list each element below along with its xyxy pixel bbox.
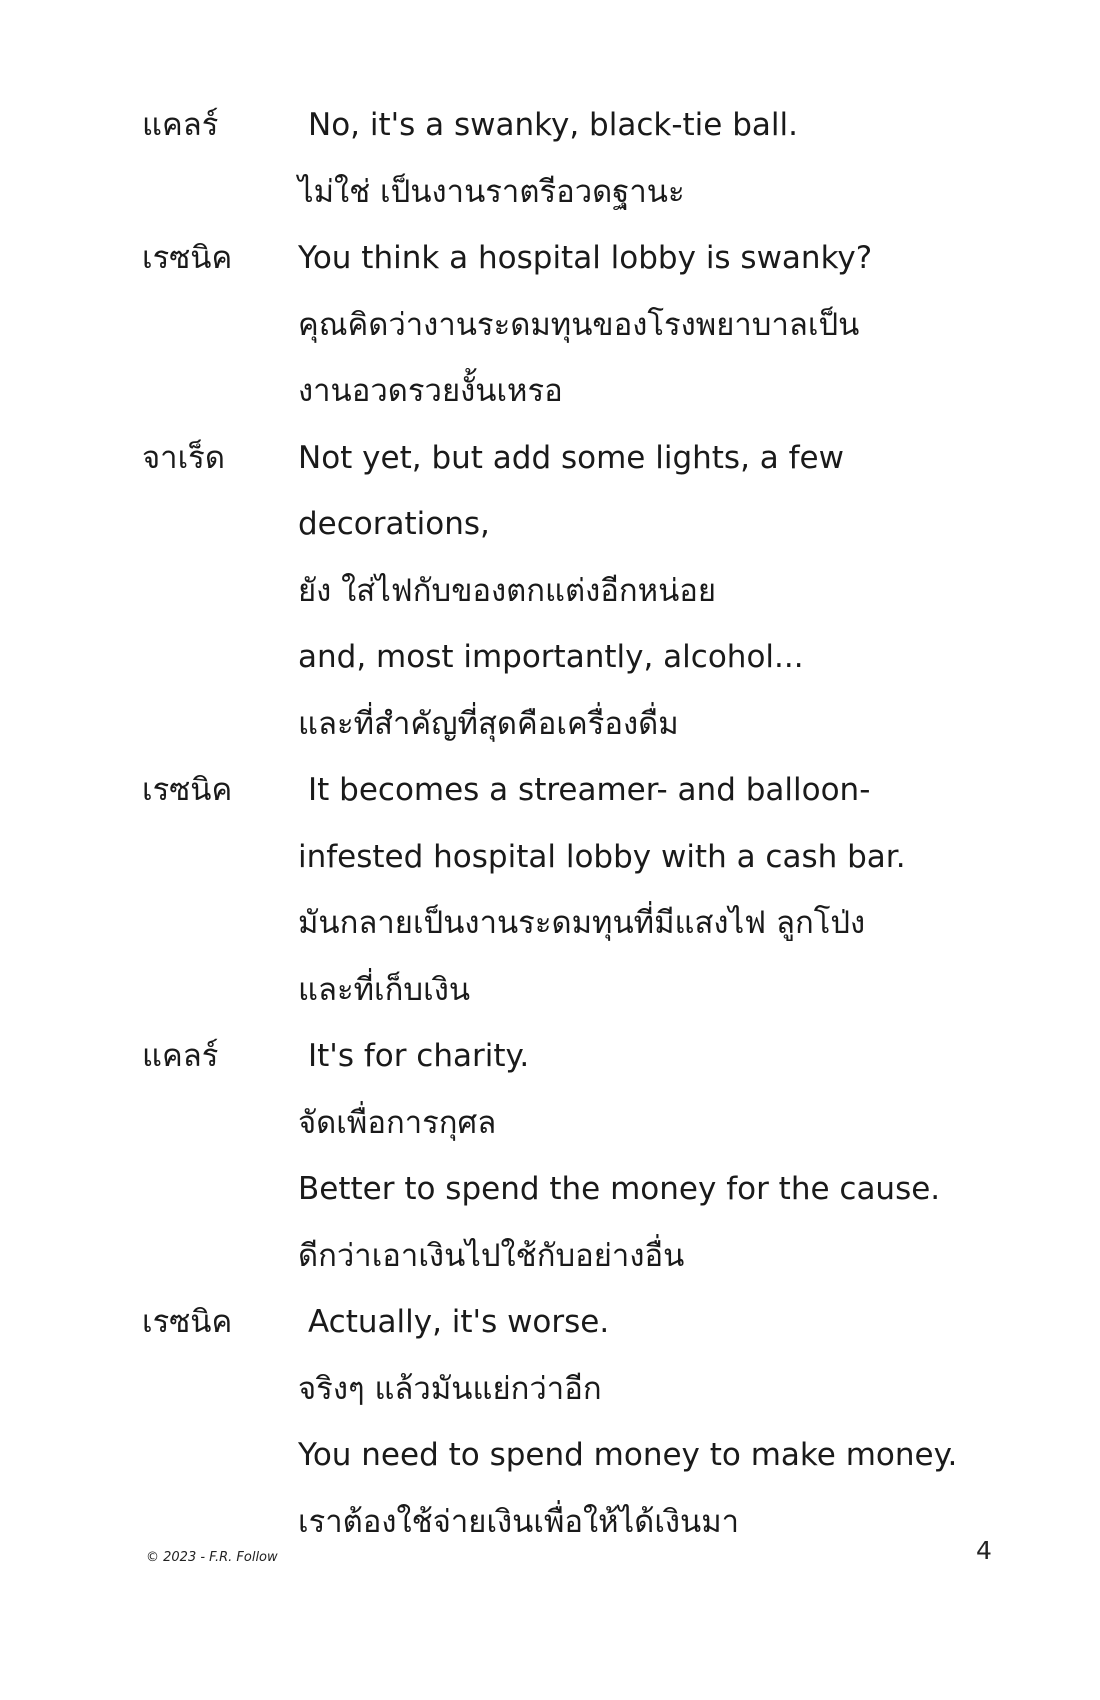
dialogue-line: No, it's a swanky, black-tie ball. <box>308 107 798 143</box>
dialogue-entry <box>0 757 1100 1023</box>
dialogue-lines <box>298 757 1100 1023</box>
dialogue-line: Actually, it's worse. <box>308 1304 610 1340</box>
dialogue-line: decorations, <box>298 506 490 542</box>
dialogue-entry <box>0 425 1100 758</box>
dialogue-line: คุณคิดว่างานระดมทุนของโรงพยาบาลเป็น <box>298 306 860 343</box>
dialogue-line: ดีกว่าเอาเงินไปใช้กับอย่างอื่น <box>298 1237 685 1274</box>
dialogue-lines <box>298 92 1100 225</box>
dialogue-entry <box>0 1289 1100 1555</box>
dialogue-line: เราต้องใช้จ่ายเงินเพื่อให้ได้เงินมา <box>298 1503 740 1540</box>
dialogue-line: Better to spend the money for the cause. <box>298 1171 941 1207</box>
dialogue-line: You think a hospital lobby is swanky? <box>298 240 873 276</box>
dialogue-line: infested hospital lobby with a cash bar. <box>298 838 906 875</box>
dialogue-entry <box>0 1023 1100 1289</box>
dialogue-entry <box>0 92 1100 225</box>
dialogue-line: งานอวดรวยงั้นเหรอ <box>298 373 563 409</box>
speaker-name: เรซนิค <box>142 1304 233 1340</box>
script-body <box>0 92 1100 1555</box>
dialogue-lines <box>298 225 1100 425</box>
dialogue-line: มันกลายเป็นงานระดมทุนที่มีแสงไฟ ลูกโป่ง <box>298 905 866 941</box>
dialogue-line: and, most importantly, alcohol... <box>298 639 804 675</box>
page-number: 4 <box>976 1536 992 1565</box>
dialogue-line: It becomes a streamer- and balloon- <box>308 772 871 808</box>
dialogue-lines <box>298 425 1100 758</box>
speaker-name: แคลร์ <box>142 1038 219 1074</box>
speaker-name: จาเร็ด <box>142 439 225 476</box>
speaker-name: เรซนิค <box>142 772 233 808</box>
dialogue-line: และที่สำคัญที่สุดคือเครื่องดื่ม <box>298 705 679 742</box>
copyright-notice: © 2023 - F.R. Follow <box>146 1550 278 1565</box>
dialogue-line: Not yet, but add some lights, a few <box>298 439 844 476</box>
dialogue-line: และที่เก็บเงิน <box>298 971 471 1008</box>
dialogue-line: ไม่ใช่ เป็นงานราตรีอวดฐานะ <box>298 173 685 210</box>
dialogue-line: ยัง ใส่ไฟกับของตกแต่งอีกหน่อย <box>298 572 717 609</box>
dialogue-line: จัดเพื่อการกุศล <box>298 1104 497 1141</box>
dialogue-entry <box>0 225 1100 425</box>
speaker-name: เรซนิค <box>142 240 233 276</box>
speaker-name: แคลร์ <box>142 107 219 143</box>
dialogue-line: It's for charity. <box>308 1038 530 1074</box>
dialogue-line: จริงๆ แล้วมันแย่กว่าอีก <box>298 1370 602 1407</box>
dialogue-line: You need to spend money to make money. <box>298 1437 958 1473</box>
dialogue-lines <box>298 1023 1100 1289</box>
dialogue-lines <box>298 1289 1100 1555</box>
